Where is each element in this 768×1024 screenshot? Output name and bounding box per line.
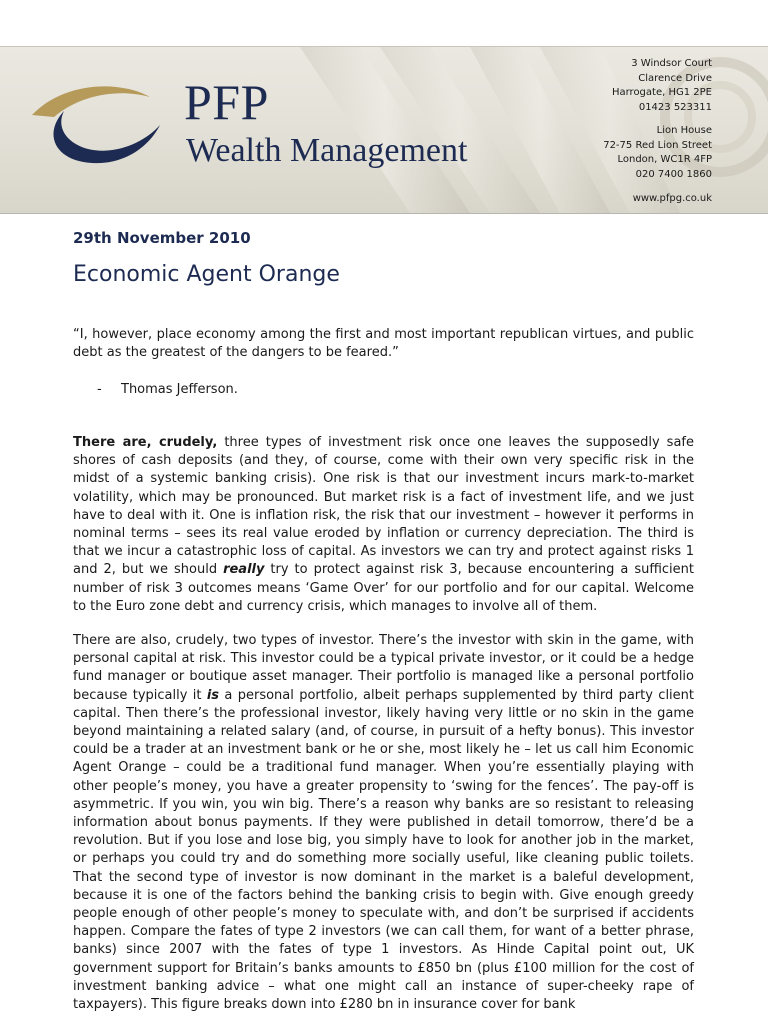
address-line: 3 Windsor Court bbox=[631, 58, 712, 69]
paragraph-lead: There are, crudely, bbox=[73, 435, 218, 450]
address-line: Lion House bbox=[656, 125, 712, 136]
paragraph-text: try to protect against risk 3, because encountering a sufficient number of risk 3 outcomes means ‘Game Over’ for our portfolio and for our capital. Welcome to the Euro zone debt and currency crisis, which manages to involve all of them. bbox=[73, 562, 694, 614]
article-title: Economic Agent Orange bbox=[73, 262, 340, 287]
paragraph-investor-types bbox=[73, 632, 694, 1014]
article-date: 29th November 2010 bbox=[73, 229, 251, 247]
attribution-name: Thomas Jefferson. bbox=[121, 382, 238, 397]
letterhead-banner bbox=[0, 46, 768, 214]
paragraph-emphasis: really bbox=[223, 562, 265, 578]
office-address-harrogate bbox=[612, 57, 712, 115]
paragraph-risk-types bbox=[73, 434, 694, 616]
address-phone: 01423 523311 bbox=[638, 101, 712, 113]
paragraph-text: There are also, crudely, two types of investor. There’s the investor with skin in the game, with personal capital at risk. This investor could be a typical private investor, or it could be a hedge fund manager or boutique asset manager. Their portfolio is managed like a personal portfolio because typically it bbox=[73, 633, 694, 703]
address-line: 72-75 Red Lion Street bbox=[603, 139, 712, 151]
quote-attribution bbox=[97, 381, 238, 399]
website-link[interactable]: www.pfpg.co.uk bbox=[632, 193, 712, 204]
paragraph-emphasis: is bbox=[206, 687, 220, 703]
brand-subtitle: Wealth Management bbox=[186, 132, 468, 169]
address-phone: 020 7400 1860 bbox=[635, 168, 712, 180]
office-address-london bbox=[603, 124, 712, 182]
address-line: Clarence Drive bbox=[638, 72, 712, 84]
paragraph-text: three types of investment risk once one leaves the supposedly safe shores of cash deposits (and they, of course, come with their own very specific risk in the midst of a systemic banking crisis). One risk is that our investment incurs mark-to-market volatility, which may be pronounced. But market risk is a fact of investment life, and we just have to deal with it. One is inflation risk, the risk that our investment – however it performs in nominal terms – sees its real value eroded by inflation or currency depreciation. The third is that we incur a catastrophic loss of capital. As investors we can try and protect against risks 1 and 2, but we should bbox=[73, 435, 694, 578]
opening-quote: “I, however, place economy among the first and most important republican virtues, and public debt as the greatest of the dangers to be feared.” bbox=[73, 327, 694, 361]
address-line: London, WC1R 4FP bbox=[617, 154, 712, 165]
attribution-dash: - bbox=[97, 382, 102, 397]
pfp-logo-icon bbox=[22, 75, 172, 175]
address-line: Harrogate, HG1 2PE bbox=[611, 87, 712, 98]
paragraph-text: a personal portfolio, albeit perhaps supplemented by third party client capital. Then there’s the professional investor, likely having very little or no skin in the game beyond maintaining a related salary (and, of course, in pursuit of a hefty bonus). This investor could be a trader at an investment bank or he or she, most likely he – let us call him Economic Agent Orange – could be a traditional fund manager. When you’re essentially playing with other people’s money, you have a greater propensity to ‘swing for the fences’. The pay-off is asymmetric. If you win, you win big. There’s a reason why banks are so resistant to releasing information about bonus payments. If they were published in detail tomorrow, there’d be a revolution. But if you lose and lose big, you simply have to look for another job in the market, or perhaps you could try and do something more socially useful, like cleaning public toilets. That the second type of investor is now dominant in the market is a baleful development, because it is one of the factors behind the banking crisis to begin with. Give enough greedy people enough of other people’s money to speculate with, and don’t be surprised if accidents happen. Compare the fates of type 2 investors (we can call them, for want of a better phrase, banks) since 2007 with the fates of type 1 investors. As Hinde Capital point out, UK government support for Britain’s banks amounts to £850 bn (plus £100 million for the cost of investment banking advice – what one might call an instance of super-cheeky rape of taxpayers). This figure breaks down into £280 bn in insurance cover for bank bbox=[73, 687, 695, 1013]
brand-name: PFP bbox=[184, 74, 269, 130]
